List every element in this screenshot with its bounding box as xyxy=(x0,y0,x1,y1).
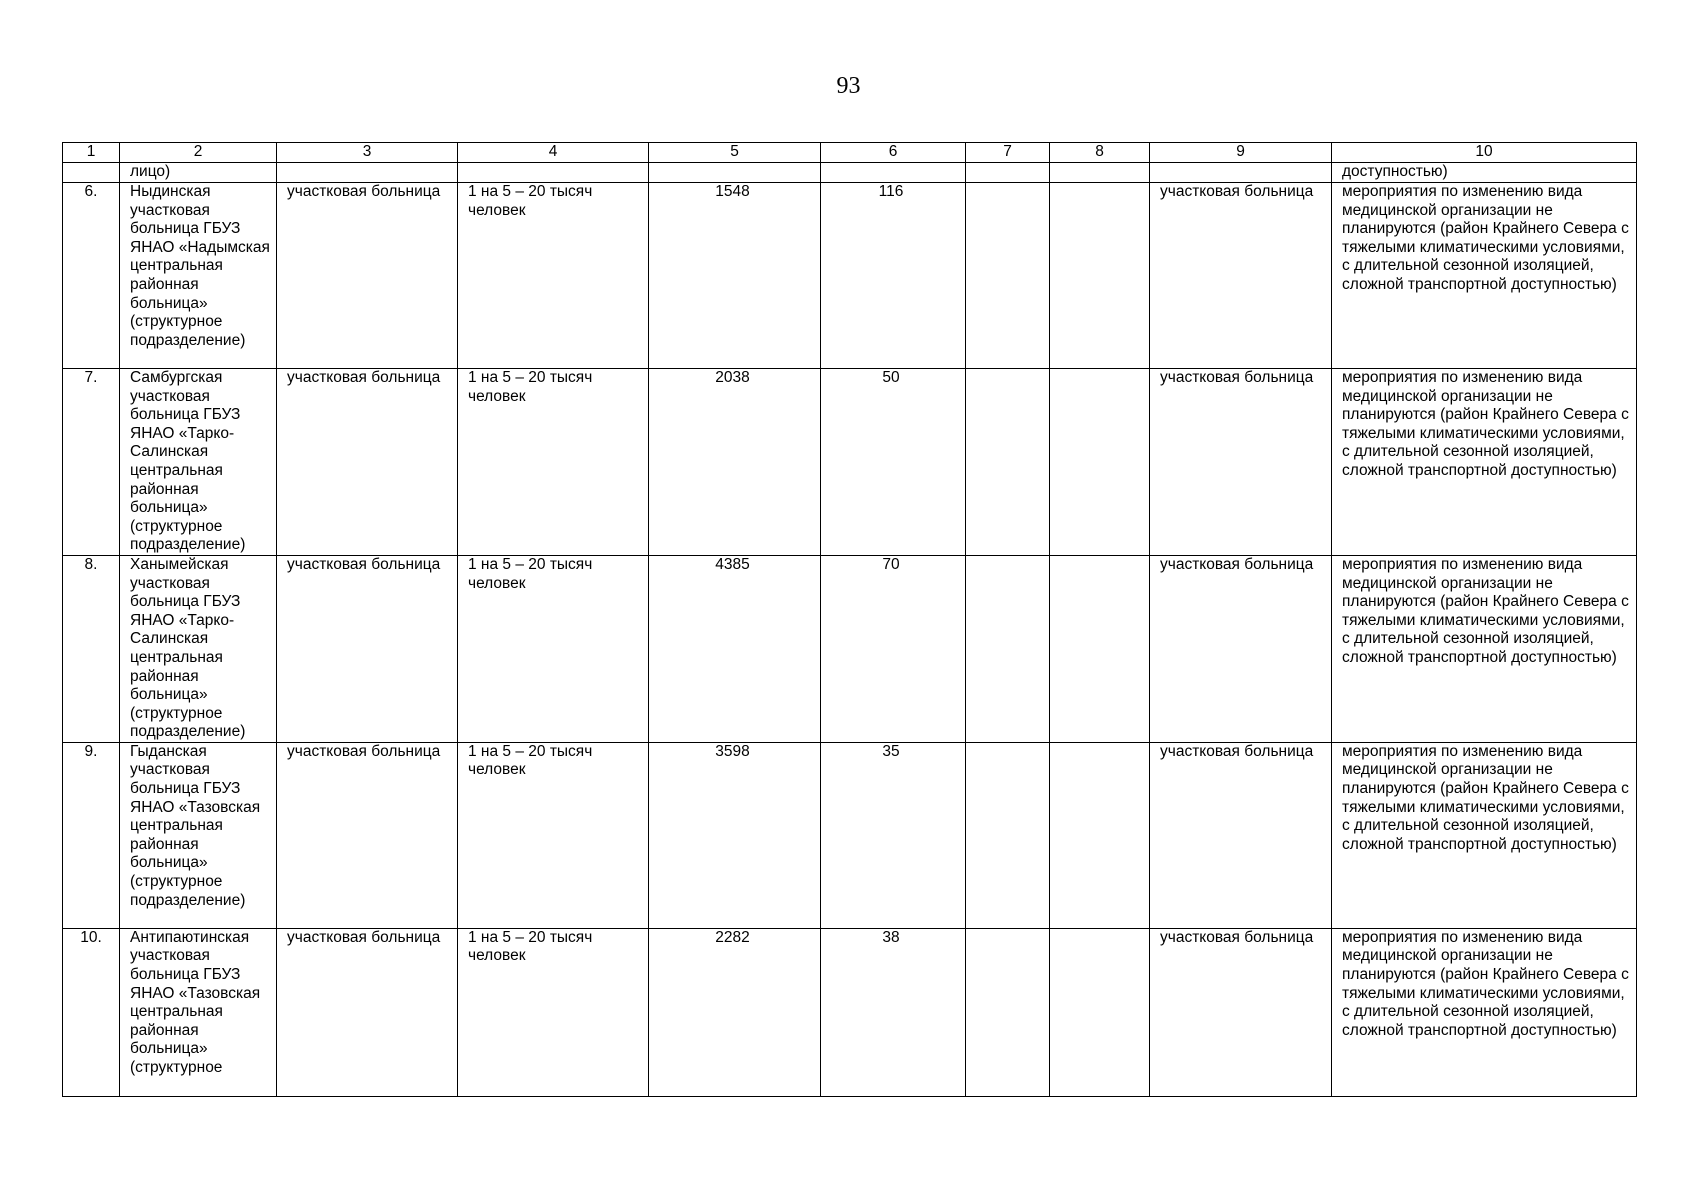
table-cell xyxy=(1050,742,1150,928)
planned-type-cell: участковая больница xyxy=(1150,183,1332,369)
distance-cell: 70 xyxy=(821,555,966,742)
norm-cell: 1 на 5 – 20 тысяч человек xyxy=(458,928,649,1096)
table-cell xyxy=(966,928,1050,1096)
table-cell xyxy=(1150,163,1332,183)
table-row xyxy=(63,928,1637,1096)
table-cell xyxy=(1050,369,1150,556)
hospital-type-cell: участковая больница xyxy=(277,928,458,1096)
table-cell xyxy=(1050,928,1150,1096)
continuation-row xyxy=(63,163,1637,183)
page-number: 93 xyxy=(836,73,861,99)
table-row xyxy=(63,369,1637,556)
note-cell: мероприятия по изменению вида медицинской организации не планируются (район Крайнего Севера с тяжелыми климатическими условиями, с длительной сезонной изоляцией, сложной транспортной доступностью) xyxy=(1332,183,1637,369)
note-cell: мероприятия по изменению вида медицинской организации не планируются (район Крайнего Севера с тяжелыми климатическими условиями, с длительной сезонной изоляцией, сложной транспортной доступностью) xyxy=(1332,928,1637,1096)
table-cell xyxy=(458,163,649,183)
hospital-type-cell: участковая больница xyxy=(277,369,458,556)
planned-type-cell: участковая больница xyxy=(1150,928,1332,1096)
hospitals-table xyxy=(62,142,1637,1097)
table-cell xyxy=(821,163,966,183)
distance-cell: 35 xyxy=(821,742,966,928)
note-cell: мероприятия по изменению вида медицинской организации не планируются (район Крайнего Севера с тяжелыми климатическими условиями, с длительной сезонной изоляцией, сложной транспортной доступностью) xyxy=(1332,555,1637,742)
column-header: 8 xyxy=(1050,143,1150,163)
column-header: 9 xyxy=(1150,143,1332,163)
population-cell: 2038 xyxy=(649,369,821,556)
table-cell xyxy=(649,163,821,183)
hospital-name-cell: Ханымейская участковая больница ГБУЗ ЯНАО «Тарко-Салинская центральная районная больница» (структурное подразделение) xyxy=(120,555,277,742)
hospital-name-cell: Антипаютинская участковая больница ГБУЗ ЯНАО «Тазовская центральная районная больница» (структурное xyxy=(120,928,277,1096)
hospital-name-cell: Самбургская участковая больница ГБУЗ ЯНАО «Тарко-Салинская центральная районная больница» (структурное подразделение) xyxy=(120,369,277,556)
table-cell xyxy=(966,163,1050,183)
column-header: 10 xyxy=(1332,143,1637,163)
hospital-type-cell: участковая больница xyxy=(277,183,458,369)
hospital-type-cell: участковая больница xyxy=(277,555,458,742)
column-header: 7 xyxy=(966,143,1050,163)
table-cell xyxy=(277,163,458,183)
continuation-note-cell: доступностью) xyxy=(1332,163,1637,183)
table-cell xyxy=(1050,555,1150,742)
hospital-name-cell: Ныдинская участковая больница ГБУЗ ЯНАО «Надымская центральная районная больница» (структурное подразделение) xyxy=(120,183,277,369)
table-cell xyxy=(63,163,120,183)
planned-type-cell: участковая больница xyxy=(1150,742,1332,928)
table-row xyxy=(63,555,1637,742)
table-cell xyxy=(966,183,1050,369)
note-cell: мероприятия по изменению вида медицинской организации не планируются (район Крайнего Севера с тяжелыми климатическими условиями, с длительной сезонной изоляцией, сложной транспортной доступностью) xyxy=(1332,742,1637,928)
planned-type-cell: участковая больница xyxy=(1150,369,1332,556)
table-cell xyxy=(966,742,1050,928)
table-cell xyxy=(1050,163,1150,183)
note-cell: мероприятия по изменению вида медицинской организации не планируются (район Крайнего Севера с тяжелыми климатическими условиями, с длительной сезонной изоляцией, сложной транспортной доступностью) xyxy=(1332,369,1637,556)
population-cell: 3598 xyxy=(649,742,821,928)
planned-type-cell: участковая больница xyxy=(1150,555,1332,742)
row-number-cell: 9. xyxy=(63,742,120,928)
norm-cell: 1 на 5 – 20 тысяч человек xyxy=(458,183,649,369)
column-header: 1 xyxy=(63,143,120,163)
distance-cell: 116 xyxy=(821,183,966,369)
column-header: 2 xyxy=(120,143,277,163)
hospital-name-cell: Гыданская участковая больница ГБУЗ ЯНАО «Тазовская центральная районная больница» (структурное подразделение) xyxy=(120,742,277,928)
population-cell: 2282 xyxy=(649,928,821,1096)
column-header: 6 xyxy=(821,143,966,163)
column-header: 4 xyxy=(458,143,649,163)
hospital-type-cell: участковая больница xyxy=(277,742,458,928)
column-header: 3 xyxy=(277,143,458,163)
row-number-cell: 8. xyxy=(63,555,120,742)
norm-cell: 1 на 5 – 20 тысяч человек xyxy=(458,369,649,556)
table-cell xyxy=(966,555,1050,742)
column-header: 5 xyxy=(649,143,821,163)
row-number-cell: 10. xyxy=(63,928,120,1096)
row-number-cell: 6. xyxy=(63,183,120,369)
table-row xyxy=(63,183,1637,369)
distance-cell: 50 xyxy=(821,369,966,556)
distance-cell: 38 xyxy=(821,928,966,1096)
column-number-row xyxy=(63,143,1637,163)
table-cell xyxy=(1050,183,1150,369)
norm-cell: 1 на 5 – 20 тысяч человек xyxy=(458,742,649,928)
table-row xyxy=(63,742,1637,928)
row-number-cell: 7. xyxy=(63,369,120,556)
population-cell: 4385 xyxy=(649,555,821,742)
table-cell xyxy=(966,369,1050,556)
norm-cell: 1 на 5 – 20 тысяч человек xyxy=(458,555,649,742)
population-cell: 1548 xyxy=(649,183,821,369)
continuation-name-cell: лицо) xyxy=(120,163,277,183)
